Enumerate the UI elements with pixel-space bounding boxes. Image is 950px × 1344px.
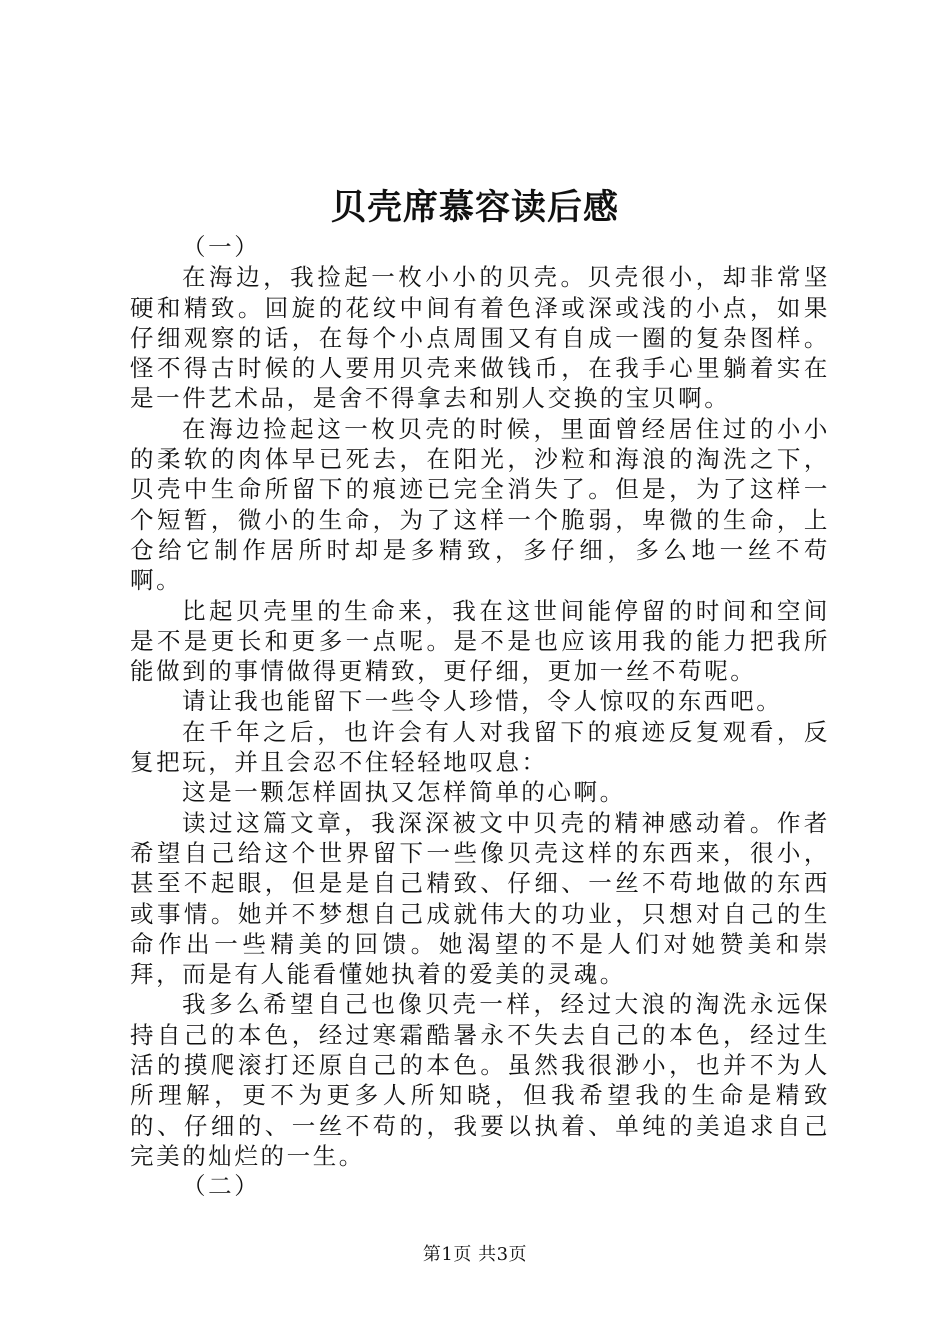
paragraph: 在海边捡起这一枚贝壳的时候，里面曾经居住过的小小的柔软的肉体早已死去，在阳光，沙粒和海浪的淘洗之下，贝壳中生命所留下的痕迹已完全消失了。但是，为了这样一个短暂，微小的生命，为了这样一个脆弱，卑微的生命，上仓给它制作居所时却是多精致，多仔细，多么地一丝不苟啊。	[130, 414, 830, 595]
paragraph: 请让我也能留下一些令人珍惜，令人惊叹的东西吧。	[182, 687, 783, 716]
section-marker-one: （一）	[182, 233, 261, 261]
section-marker-two: （二）	[182, 1172, 261, 1201]
paragraph: 这是一颗怎样固执又怎样简单的心啊。	[182, 778, 626, 807]
page-footer: 第1页 共3页	[422, 1244, 528, 1265]
paragraph: 读过这篇文章，我深深被文中贝壳的精神感动着。作者希望自己给这个世界留下一些像贝壳这样的东西来，很小，甚至不起眼，但是是自己精致、仔细、一丝不苟地做的东西或事情。她并不梦想自己成就伟大的功业，只想对自己的生命作出一些精美的回馈。她渴望的不是人们对她赞美和崇拜，而是有人能看懂她执着的爱美的灵魂。	[130, 808, 830, 989]
paragraph: 在千年之后，也许会有人对我留下的痕迹反复观看，反复把玩，并且会忍不住轻轻地叹息：	[130, 717, 830, 777]
paragraph: 我多么希望自己也像贝壳一样，经过大浪的淘洗永远保持自己的本色，经过寒霜酷暑永不失去自己的本色，经过生活的摸爬滚打还原自己的本色。虽然我很渺小，也并不为人所理解，更不为更多人所知晓，但我希望我的生命是精致的、仔细的、一丝不苟的，我要以执着、单纯的美追求自己完美的灿烂的一生。	[130, 990, 830, 1170]
paragraph: 比起贝壳里的生命来，我在这世间能停留的时间和空间是不是更长和更多一点呢。是不是也应该用我的能力把我所能做到的事情做得更精致，更仔细，更加一丝不苟呢。	[130, 596, 830, 686]
document-title: 贝壳席慕容读后感	[330, 187, 619, 228]
document-body	[130, 232, 830, 1202]
paragraph: 在海边，我捡起一枚小小的贝壳。贝壳很小，却非常坚硬和精致。回旋的花纹中间有着色泽或深或浅的小点，如果仔细观察的话，在每个小点周围又有自成一圈的复杂图样。怪不得古时候的人要用贝壳来做钱币，在我手心里躺着实在是一件艺术品，是舍不得拿去和别人交换的宝贝啊。	[130, 263, 830, 413]
